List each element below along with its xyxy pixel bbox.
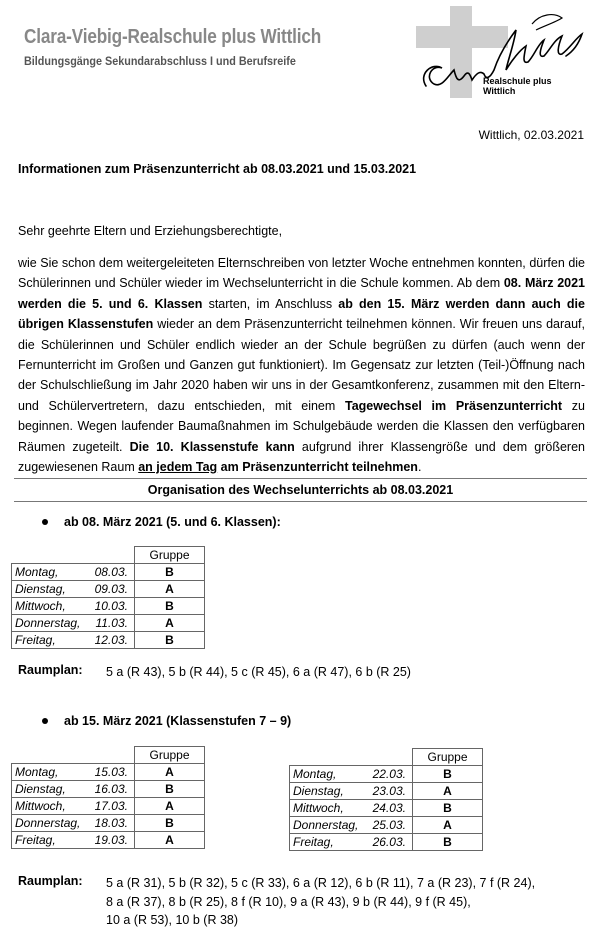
letter-body-segment: am Präsenzunterricht teilnehmen bbox=[217, 460, 418, 475]
table-header-blank bbox=[12, 547, 135, 564]
letter-body-segment: starten, im Anschluss bbox=[202, 296, 339, 311]
day-date: 12.03. bbox=[94, 633, 128, 647]
day-date: 24.03. bbox=[372, 801, 406, 815]
day-date: 18.03. bbox=[94, 816, 128, 830]
section1-heading-text: ab 08. März 2021 (5. und 6. Klassen): bbox=[64, 515, 281, 529]
day-name: Donnerstag, bbox=[15, 616, 81, 630]
day-cell bbox=[12, 781, 135, 798]
group-cell: B bbox=[135, 632, 205, 649]
letter-body-segment: 08. März 2021 werden die 5. und 6. Klassen bbox=[18, 276, 586, 311]
logo-caption-line2: Wittlich bbox=[483, 86, 516, 96]
day-cell bbox=[12, 581, 135, 598]
day-cell bbox=[12, 764, 135, 781]
organisation-title: Organisation des Wechselunterrichts ab 08.03.2021 bbox=[147, 483, 454, 497]
table-row bbox=[12, 632, 205, 649]
letter-subject: Informationen zum Präsenzunterricht ab 08.03.2021 und 15.03.2021 bbox=[18, 162, 417, 176]
day-name: Mittwoch, bbox=[15, 599, 66, 613]
raumplan-line: 5 a (R 31), 5 b (R 32), 5 c (R 33), 6 a (R 12), 6 b (R 11), 7 a (R 23), 7 f (R 24), bbox=[106, 876, 536, 890]
letter-body-segment: zu beginnen. Wegen laufender Baumaßnahmen im Schulgebäude werden die Klassen den verfügbaren Räumen zugeteilt. bbox=[18, 398, 585, 454]
day-date: 19.03. bbox=[94, 833, 128, 847]
group-cell: B bbox=[413, 834, 483, 851]
day-date: 15.03. bbox=[94, 765, 128, 779]
day-name: Freitag, bbox=[15, 833, 56, 847]
letter-salutation: Sehr geehrte Eltern und Erziehungsberechtigte, bbox=[18, 224, 283, 238]
schedule-table-week3 bbox=[289, 748, 483, 851]
table-row bbox=[12, 781, 205, 798]
group-cell: A bbox=[135, 581, 205, 598]
group-cell: A bbox=[135, 764, 205, 781]
table-row bbox=[290, 817, 483, 834]
day-name: Mittwoch, bbox=[293, 801, 344, 815]
letter-body-segment: wie Sie schon dem weitergeleiteten Elternschreiben von letzter Woche entnehmen konnten, dürfen die Schülerinnen und Schüler wieder im Wechselunterricht in die Schule kommen. Ab dem bbox=[18, 256, 585, 291]
day-date: 10.03. bbox=[94, 599, 128, 613]
day-name: Dienstag, bbox=[293, 784, 344, 798]
letter-body-segment: wieder an dem Präsenzunterricht teilnehmen können. Wir freuen uns darauf, die Schülerinnen und Schüler endlich wieder an der Schule begrüßen zu dürfen (auch wenn der Fernunterricht im Großen und Ganzen gut funktioniert). Im Gegensatz zur letzten (Teil-)Öffnung nach der Schulschließung im Jahr 2020 haben wir uns in der Gesamtkonferenz, zusammen mit den Eltern- und Schülervertretern, dazu entschieden, mit einem bbox=[18, 317, 585, 413]
day-cell bbox=[12, 798, 135, 815]
day-cell bbox=[290, 766, 413, 783]
table-row bbox=[12, 598, 205, 615]
school-name: Clara-Viebig-Realschule plus Wittlich bbox=[24, 26, 322, 48]
letter-body bbox=[18, 253, 585, 477]
table-header-group: Gruppe bbox=[135, 747, 205, 764]
group-cell: A bbox=[135, 832, 205, 849]
table-row bbox=[12, 815, 205, 832]
group-cell: B bbox=[135, 815, 205, 832]
day-name: Donnerstag, bbox=[15, 816, 81, 830]
bullet-icon bbox=[42, 718, 48, 724]
divider-bottom bbox=[14, 501, 587, 502]
letter-body-segment: . bbox=[417, 460, 422, 475]
day-cell bbox=[290, 783, 413, 800]
day-cell bbox=[12, 615, 135, 632]
day-date: 16.03. bbox=[94, 782, 128, 796]
table-header-group: Gruppe bbox=[413, 749, 483, 766]
day-name: Freitag, bbox=[15, 633, 56, 647]
raumplan-line: 10 a (R 53), 10 b (R 38) bbox=[106, 913, 239, 927]
letter-date: Wittlich, 02.03.2021 bbox=[478, 128, 584, 142]
day-cell bbox=[290, 800, 413, 817]
group-cell: A bbox=[413, 783, 483, 800]
day-cell bbox=[12, 815, 135, 832]
table-row bbox=[290, 766, 483, 783]
bullet-icon bbox=[42, 519, 48, 525]
group-cell: B bbox=[135, 781, 205, 798]
day-name: Montag, bbox=[15, 565, 59, 579]
day-name: Donnerstag, bbox=[293, 818, 359, 832]
raumplan-line: 8 a (R 37), 8 b (R 25), 8 f (R 10), 9 a (R 43), 9 b (R 44), 9 f (R 45), bbox=[106, 894, 471, 909]
divider-top bbox=[14, 478, 587, 479]
schedule-table-week2 bbox=[11, 746, 205, 849]
day-cell bbox=[290, 834, 413, 851]
group-cell: B bbox=[135, 598, 205, 615]
letter-body-segment: aufgrund ihrer Klassengröße und dem größeren zugewiesenen Raum bbox=[18, 439, 585, 475]
letter-body-segment: Tagewechsel im Präsenzunterricht bbox=[344, 398, 563, 413]
section1-heading bbox=[42, 515, 281, 529]
table-row bbox=[12, 764, 205, 781]
day-date: 22.03. bbox=[372, 767, 406, 781]
day-name: Dienstag, bbox=[15, 582, 66, 596]
raumplan-label-1: Raumplan: bbox=[18, 663, 83, 677]
letter-body-segment: ab den 15. März werden dann auch die übrigen Klassenstufen bbox=[18, 296, 585, 332]
table-row bbox=[12, 564, 205, 581]
table-row bbox=[290, 834, 483, 851]
letter-body-segment: an jedem Tag bbox=[138, 460, 218, 475]
day-date: 26.03. bbox=[372, 835, 406, 849]
group-cell: B bbox=[413, 800, 483, 817]
letter-body-segment: Die 10. Klassenstufe kann bbox=[129, 439, 295, 454]
day-date: 09.03. bbox=[94, 582, 128, 596]
raumplan-label-2: Raumplan: bbox=[18, 874, 83, 888]
table-header-blank bbox=[290, 749, 413, 766]
group-cell: A bbox=[413, 817, 483, 834]
section2-heading-text: ab 15. März 2021 (Klassenstufen 7 – 9) bbox=[64, 714, 292, 728]
day-name: Mittwoch, bbox=[15, 799, 66, 813]
table-header-group: Gruppe bbox=[135, 547, 205, 564]
schedule-table-week1 bbox=[11, 546, 205, 649]
table-row bbox=[12, 615, 205, 632]
table-row bbox=[12, 798, 205, 815]
table-row bbox=[290, 783, 483, 800]
day-name: Montag, bbox=[293, 767, 337, 781]
raumplan-text-2 bbox=[106, 874, 535, 930]
day-cell bbox=[12, 632, 135, 649]
section2-heading bbox=[42, 714, 291, 728]
day-name: Freitag, bbox=[293, 835, 334, 849]
group-cell: B bbox=[413, 766, 483, 783]
day-cell bbox=[12, 598, 135, 615]
day-name: Montag, bbox=[15, 765, 59, 779]
day-date: 17.03. bbox=[94, 799, 128, 813]
raumplan-text-1: 5 a (R 43), 5 b (R 44), 5 c (R 45), 6 a (R 47), 6 b (R 25) bbox=[106, 665, 411, 679]
group-cell: A bbox=[135, 798, 205, 815]
table-header-blank bbox=[12, 747, 135, 764]
group-cell: B bbox=[135, 564, 205, 581]
day-date: 08.03. bbox=[94, 565, 128, 579]
day-name: Dienstag, bbox=[15, 782, 66, 796]
school-subtitle: Bildungsgänge Sekundarabschluss I und Berufsreife bbox=[24, 54, 296, 68]
logo-caption bbox=[483, 76, 552, 96]
day-cell bbox=[12, 832, 135, 849]
table-row bbox=[290, 800, 483, 817]
day-date: 11.03. bbox=[95, 616, 128, 630]
logo-caption-line1: Realschule plus bbox=[483, 76, 552, 86]
table-row bbox=[12, 581, 205, 598]
table-row bbox=[12, 832, 205, 849]
day-cell bbox=[290, 817, 413, 834]
day-cell bbox=[12, 564, 135, 581]
group-cell: A bbox=[135, 615, 205, 632]
day-date: 25.03. bbox=[372, 818, 406, 832]
day-date: 23.03. bbox=[372, 784, 406, 798]
